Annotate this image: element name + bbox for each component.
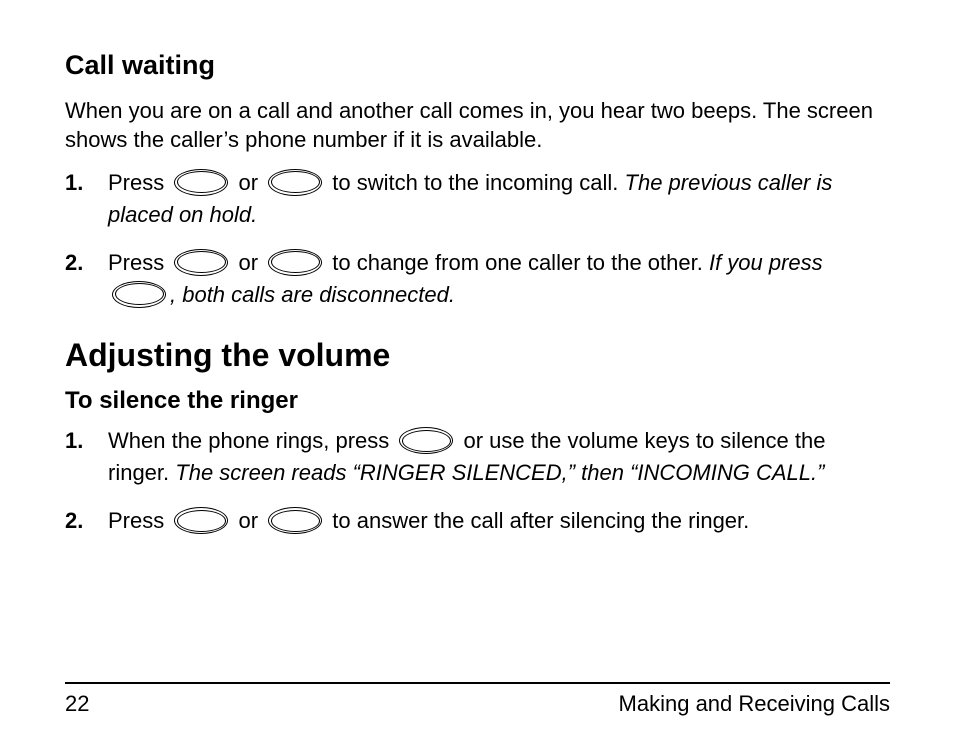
text-run: Press [108,508,171,534]
text-run: or use the volume keys to silence the ringer. [108,428,826,486]
italic-text-run: , both calls are disconnected. [170,281,455,307]
step-content [108,167,890,231]
text-run: to switch to the incoming call. [326,169,625,195]
step-content [108,505,890,537]
step-number: 1. [65,169,84,195]
italic-text-run: The previous caller is placed on hold. [108,169,833,227]
section-adjusting-volume [65,337,890,537]
step-item [65,247,890,311]
adjusting-volume-heading: Adjusting the volume [65,336,391,373]
text-run: Press [108,169,171,195]
step-number: 2. [65,508,84,534]
text-run: or [232,508,265,534]
softkey-oval-icon [112,281,166,308]
step-number: 1. [65,428,84,454]
call-waiting-paragraph: When you are on a call and another call comes in, you hear two beeps. The screen shows the caller’s phone number if it is available. [65,97,873,152]
softkey-oval-icon [268,169,322,196]
text-run: Press [108,249,171,275]
softkey-oval-icon [268,249,322,276]
softkey-oval-icon [174,169,228,196]
footer-chapter-title: Making and Receiving Calls [618,691,890,716]
softkey-oval-icon [174,507,228,534]
step-content [108,247,890,311]
text-run: When the phone rings, press [108,428,396,454]
text-run: or [232,169,265,195]
italic-text-run: If you press [708,249,823,275]
call-waiting-heading: Call waiting [65,50,216,80]
text-run: to answer the call after silencing the ringer. [326,508,750,534]
step-content [108,425,890,489]
page-footer [65,682,890,717]
text-run: to change from one caller to the other. [326,249,709,275]
step-item [65,425,890,489]
text-run: or [232,249,265,275]
page-number: 22 [65,691,90,716]
softkey-oval-icon [268,507,322,534]
softkey-oval-icon [174,249,228,276]
step-item [65,505,890,537]
silence-ringer-subheading: To silence the ringer [65,387,298,415]
section-call-waiting [65,51,890,311]
step-item [65,167,890,231]
italic-text-run: The screen reads “RINGER SILENCED,” then “INCOMING CALL.” [175,460,825,486]
step-number: 2. [65,249,84,275]
softkey-oval-icon [399,427,453,454]
